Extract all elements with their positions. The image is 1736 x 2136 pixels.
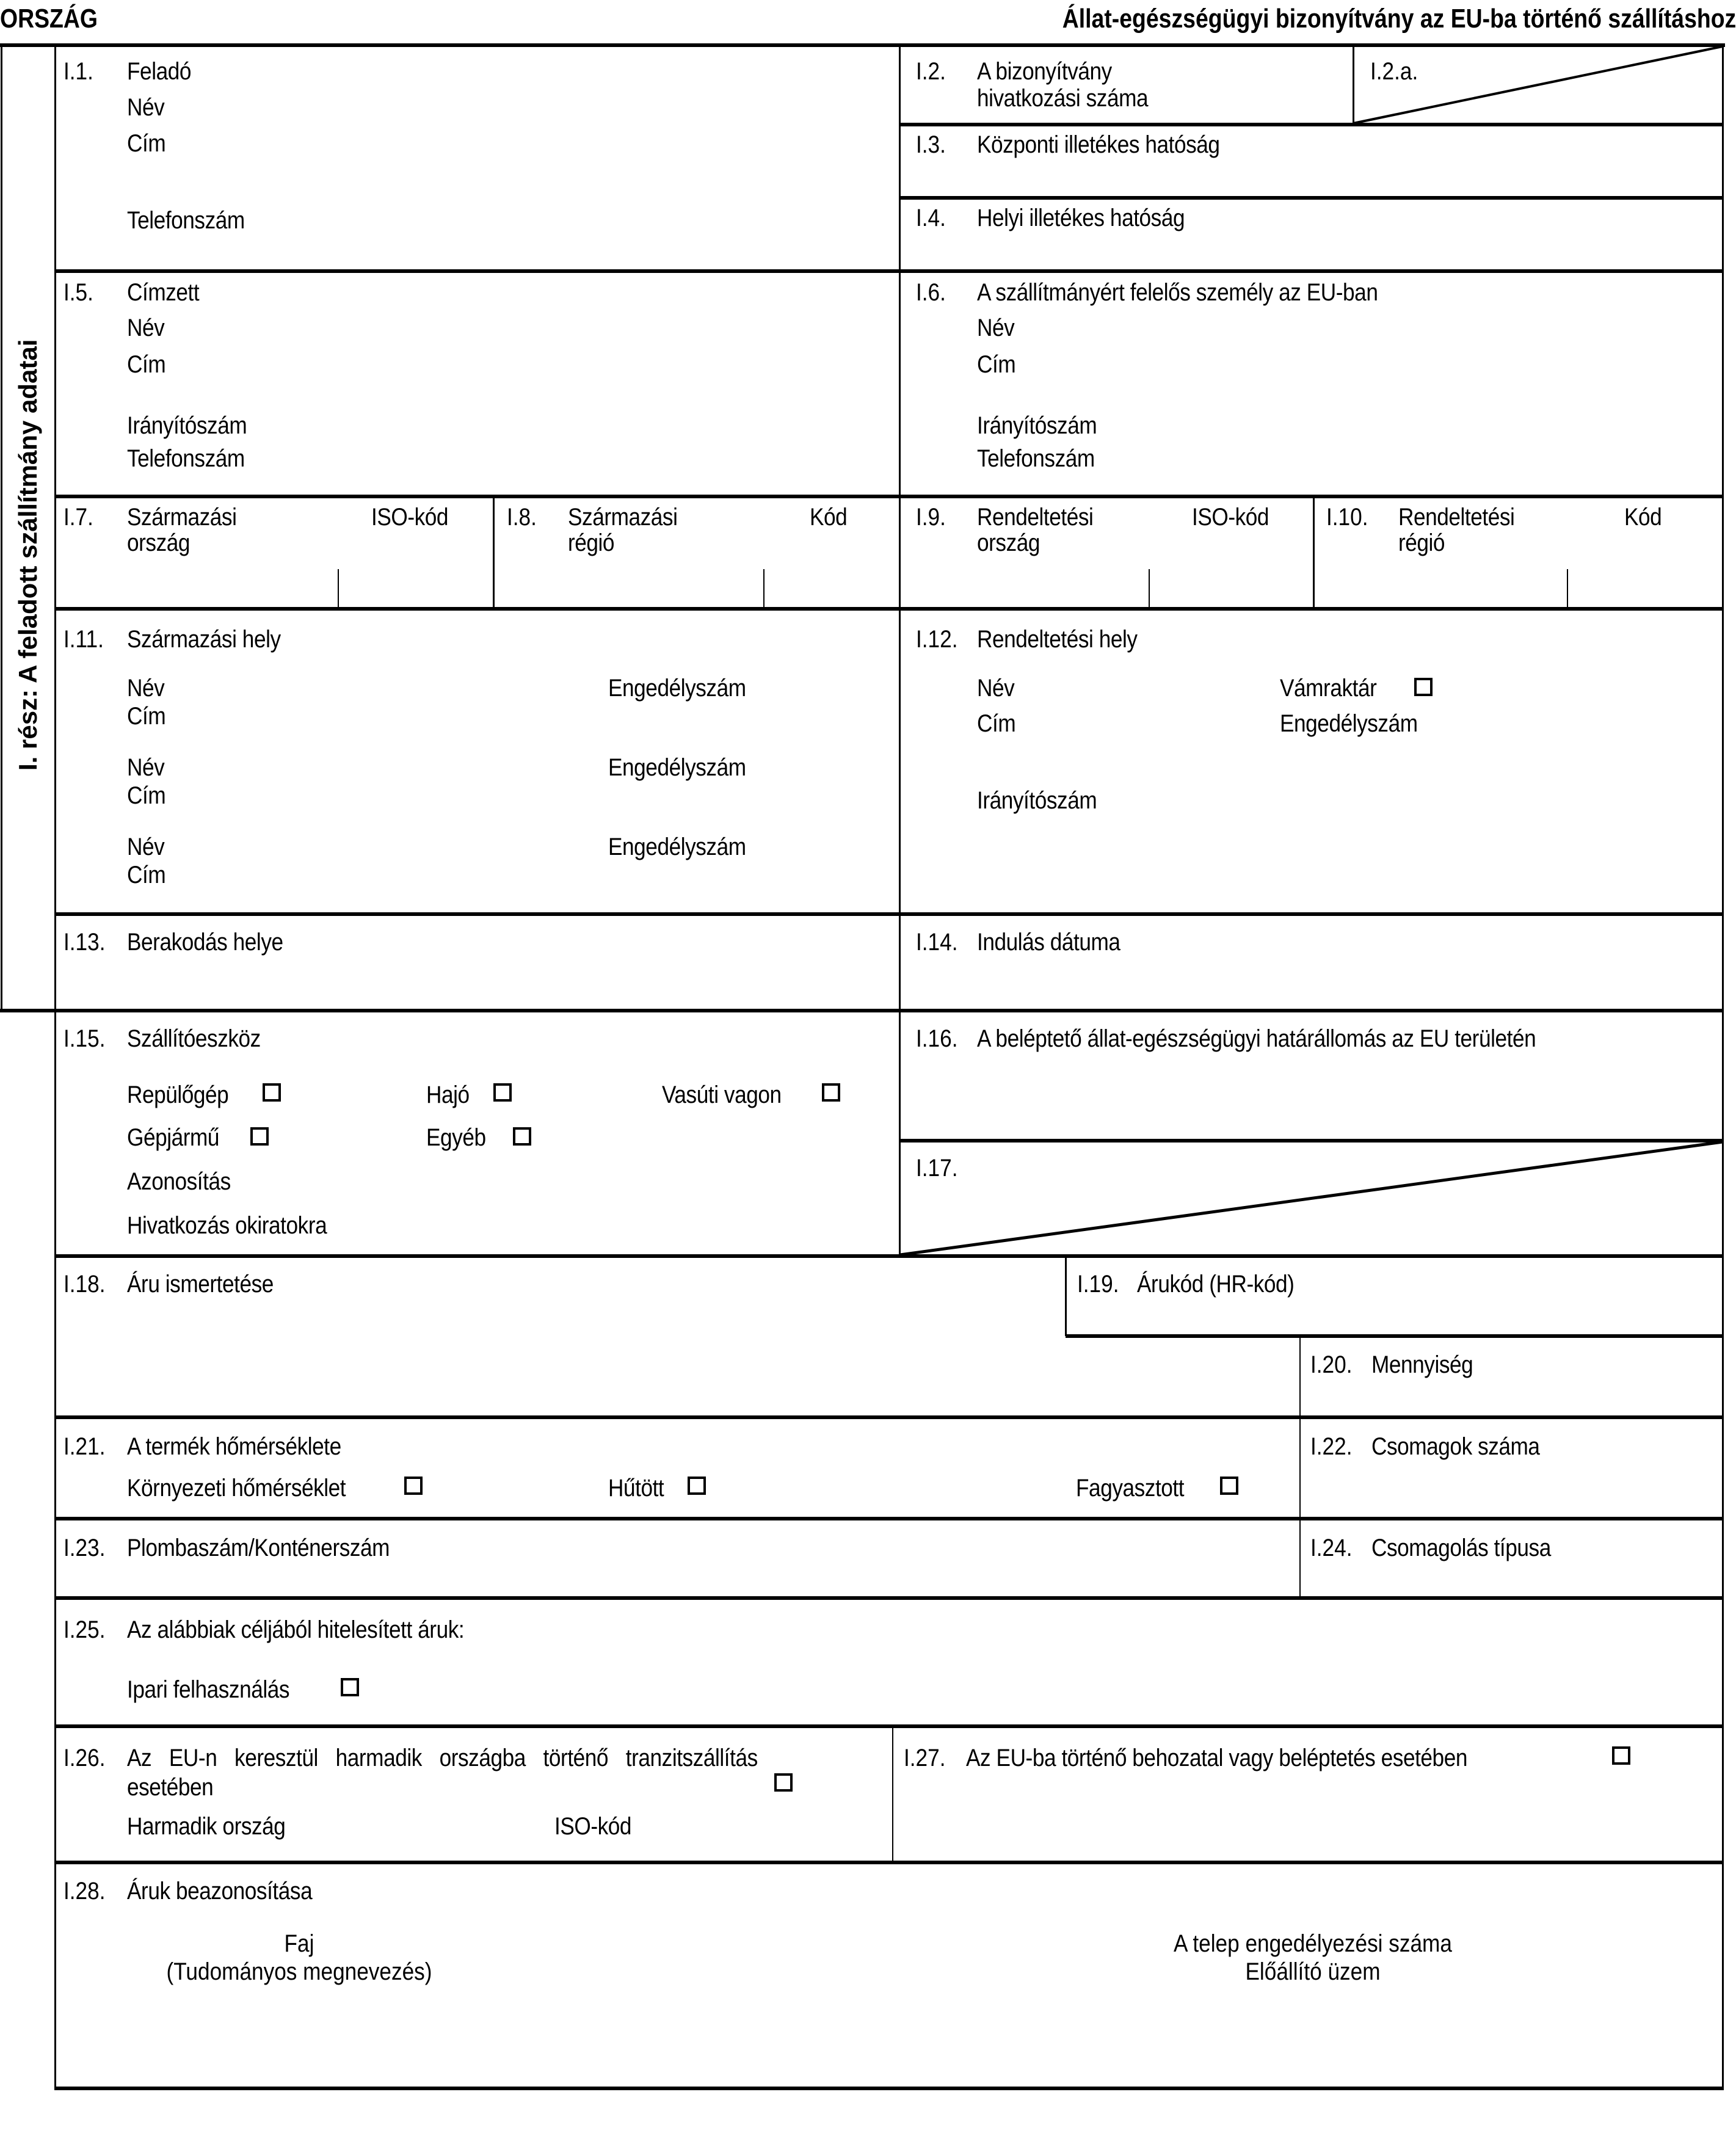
box-label: Rendeltetési (1398, 504, 1515, 531)
box-number: I.12. (916, 626, 958, 653)
box-label: Indulás dátuma (977, 929, 1120, 956)
box-number: I.2.a. (1370, 58, 1418, 85)
field-postcode[interactable]: Irányítószám (127, 412, 247, 439)
option-ambient-label: Környezeti hőmérséklet (127, 1475, 346, 1502)
field-name[interactable]: Név (977, 314, 1015, 341)
box-label: régió (1398, 529, 1445, 556)
field-phone[interactable]: Telefonszám (127, 207, 245, 234)
box-label: régió (568, 529, 615, 556)
box-label: Szállítóeszköz (127, 1025, 261, 1052)
box-number: I.20. (1310, 1351, 1353, 1378)
aeroplane-checkbox[interactable] (263, 1083, 281, 1102)
field-name[interactable]: Név (977, 675, 1015, 702)
field-address[interactable]: Cím (977, 710, 1016, 737)
transit-checkbox[interactable] (774, 1773, 793, 1792)
option-railway-wagon-label: Vasúti vagon (662, 1081, 782, 1108)
field-address[interactable]: Cím (127, 130, 166, 157)
field-postcode[interactable]: Irányítószám (977, 412, 1097, 439)
i17-strike-line (900, 1141, 1723, 1256)
approval-number-label: A telep engedélyezési száma (1174, 1930, 1452, 1957)
box-label: Árukód (HR-kód) (1137, 1271, 1295, 1298)
field-name[interactable]: Név (127, 754, 165, 781)
field-name[interactable]: Név (127, 314, 165, 341)
customs-warehouse-label: Vámraktár (1280, 675, 1377, 702)
option-chilled-label: Hűtött (608, 1475, 664, 1502)
field-address[interactable]: Cím (977, 351, 1016, 378)
box-label: A beléptető állat-egészségügyi határállomás az EU területén (977, 1025, 1536, 1052)
code-label: Kód (810, 504, 848, 531)
box-number: I.7. (64, 504, 93, 531)
box-number: I.1. (64, 58, 93, 85)
option-aeroplane-label: Repülőgép (127, 1081, 229, 1108)
box-number: I.27. (904, 1745, 946, 1771)
sidebar-section-label: I. rész: A feladott szállítmány adatai (13, 339, 42, 771)
box-number: I.6. (916, 279, 946, 306)
manufacturing-plant-label: Előállító üzem (1245, 1958, 1381, 1985)
field-phone[interactable]: Telefonszám (127, 445, 245, 472)
field-address[interactable]: Cím (127, 782, 166, 809)
field-name[interactable]: Név (127, 834, 165, 860)
box-number: I.4. (916, 205, 946, 231)
industrial-use-checkbox[interactable] (341, 1678, 359, 1696)
iso-code-label: ISO-kód (371, 504, 449, 531)
box-number: I.18. (64, 1271, 106, 1298)
option-industrial-use-label: Ipari felhasználás (127, 1676, 290, 1703)
road-vehicle-checkbox[interactable] (250, 1127, 269, 1146)
box-number: I.5. (64, 279, 93, 306)
field-approval-number[interactable]: Engedélyszám (608, 754, 746, 781)
field-iso-code[interactable]: ISO-kód (554, 1813, 632, 1840)
ambient-checkbox[interactable] (404, 1477, 423, 1495)
box-label: Származási (568, 504, 678, 531)
column-species-header (111, 1930, 487, 1986)
box-number: I.23. (64, 1535, 106, 1561)
import-admission-checkbox[interactable] (1612, 1746, 1630, 1765)
field-name[interactable]: Név (127, 675, 165, 702)
other-checkbox[interactable] (513, 1127, 531, 1146)
box-number: I.8. (507, 504, 537, 531)
box-label: Csomagolás típusa (1371, 1535, 1551, 1561)
box-label: A bizonyítvány (977, 58, 1112, 85)
country-heading: ORSZÁG (0, 4, 98, 34)
code-label: Kód (1624, 504, 1662, 531)
box-label: Mennyiség (1371, 1351, 1473, 1378)
field-approval-number[interactable]: Engedélyszám (1280, 710, 1418, 737)
field-address[interactable]: Cím (127, 862, 166, 888)
box-number: I.10. (1326, 504, 1368, 531)
box-label: Berakodás helye (127, 929, 283, 956)
chilled-checkbox[interactable] (688, 1477, 706, 1495)
box-number: I.24. (1310, 1535, 1353, 1561)
box-number: I.2. (916, 58, 946, 85)
box-label: A termék hőmérséklete (127, 1433, 341, 1460)
customs-warehouse-checkbox[interactable] (1414, 678, 1433, 696)
box-label: Származási hely (127, 626, 281, 653)
option-other-label: Egyéb (426, 1124, 486, 1151)
box-number: I.3. (916, 131, 946, 158)
field-third-country[interactable]: Harmadik ország (127, 1813, 286, 1840)
box-label: A szállítmányért felelős személy az EU-ban (977, 279, 1378, 306)
field-phone[interactable]: Telefonszám (977, 445, 1095, 472)
field-postcode[interactable]: Irányítószám (977, 787, 1097, 814)
box-number: I.13. (64, 929, 106, 956)
iso-code-label: ISO-kód (1192, 504, 1269, 531)
field-approval-number[interactable]: Engedélyszám (608, 834, 746, 860)
frozen-checkbox[interactable] (1220, 1477, 1238, 1495)
option-ship-label: Hajó (426, 1081, 470, 1108)
box-number: I.11. (64, 626, 104, 653)
box-label: hivatkozási száma (977, 85, 1149, 112)
box-label: Központi illetékes hatóság (977, 131, 1220, 158)
box-label: Az EU-ba történő behozatal vagy beléptetés esetében (966, 1745, 1467, 1771)
option-frozen-label: Fagyasztott (1076, 1475, 1185, 1502)
box-label: Helyi illetékes hatóság (977, 205, 1185, 231)
box-label: Rendeltetési (977, 504, 1094, 531)
box-label: Áruk beazonosítása (127, 1878, 313, 1905)
box-number: I.15. (64, 1025, 106, 1052)
box-label: Plombaszám/Konténerszám (127, 1535, 390, 1561)
field-name[interactable]: Név (127, 94, 165, 121)
scientific-name-label: (Tudományos megnevezés) (166, 1958, 432, 1985)
field-documentary-references[interactable]: Hivatkozás okiratokra (127, 1212, 327, 1239)
species-label: Faj (284, 1930, 314, 1957)
railway-wagon-checkbox[interactable] (822, 1083, 840, 1102)
field-identification[interactable]: Azonosítás (127, 1168, 231, 1195)
form-title: Állat-egészségügyi bizonyítvány az EU-ba történő szállításhoz (1062, 4, 1736, 34)
box-number: I.25. (64, 1616, 106, 1643)
box-label: ország (977, 529, 1041, 556)
box-label: Feladó (127, 58, 191, 85)
box-number: I.26. (64, 1745, 106, 1771)
box-number: I.16. (916, 1025, 958, 1052)
box-label: Címzett (127, 279, 200, 306)
box-label: Áru ismertetése (127, 1271, 274, 1298)
ship-checkbox[interactable] (493, 1083, 512, 1102)
field-address[interactable]: Cím (127, 703, 166, 730)
field-approval-number[interactable]: Engedélyszám (608, 675, 746, 702)
box-label: Az alábbiak céljából hitelesített áruk: (127, 1616, 465, 1643)
option-road-vehicle-label: Gépjármű (127, 1124, 220, 1151)
box-label: ország (127, 529, 191, 556)
box-number: I.22. (1310, 1433, 1353, 1460)
box-label: esetében (127, 1774, 214, 1801)
box-number: I.28. (64, 1878, 106, 1905)
box-label: Az EU-n keresztül harmadik országba történő tranzitszállítás (127, 1745, 758, 1771)
field-address[interactable]: Cím (127, 351, 166, 378)
box-number: I.9. (916, 504, 946, 531)
box-label: Származási (127, 504, 237, 531)
box-label: Rendeltetési hely (977, 626, 1138, 653)
box-label: Csomagok száma (1371, 1433, 1540, 1460)
box-number: I.14. (916, 929, 958, 956)
box-number: I.17. (916, 1155, 958, 1182)
box-number: I.21. (64, 1433, 106, 1460)
box-number: I.19. (1077, 1271, 1119, 1298)
column-plant-header (1071, 1930, 1555, 1986)
